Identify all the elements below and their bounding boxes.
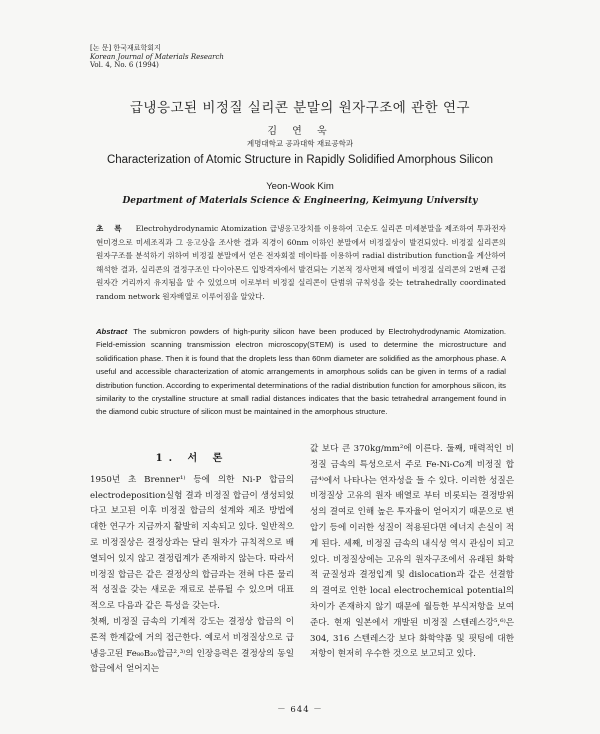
journal-name-ko: [논 문] 한국재료학회지 — [90, 44, 161, 52]
abstract-ko-text: Electrohydrodynamic Atomization 급냉응고장치를 이용하여 고순도 실리콘 미세분말을 제조하여 투과전자현미경으로 미세조직과 그 응고상을 조사한 결과 직경이 60nm 이하인 분말에서 비정질상이 발견되었다. 비정질 실리콘의 원자구조를 분석하기 위하여 비정질 분말에서 얻은 전자회절 데이타를 이용하여 radial distribution function을 계산하여 해석한 결과, 실리콘의 결정구조인 다이아몬드 입방격자에서 발견되는 기본적 정사면체 배열이 비정질 실리콘의 2번째 근접원자간 거리까지 유지됨을 알 수 있었으며 이로부터 비정질 실리콘이 단범위 규칙성을 갖는 tetrahedrally coordinated random network 원자배열로 이루어짐을 알았다. — [96, 224, 506, 301]
body-paragraph-1: 1950년 초 Brenner¹⁾ 등에 의한 Ni-P 합금의 electrodeposition실험 결과 비정질 합금이 생성되었다고 보고된 이후 비정질 합금의 설계와 제조 방법에 대한 연구가 지금까지 활발히 지속되고 있다. 일반적으로 비정질상은 결정상과는 달리 원자가 규칙적으로 배열되어 있지 않고 결정립계가 존재하지 않는다. 따라서 비정질 합금은 같은 결정상의 합금과는 전혀 다른 물리적 성질을 갖는 새로운 재료로 분류될 수 있으며 대표적으로 다음과 같은 특성을 갖는다. — [90, 474, 294, 612]
paper-title-ko: 급냉응고된 비정질 실리콘 분말의 원자구조에 관한 연구 — [129, 100, 471, 116]
body-column-left — [90, 447, 294, 678]
abstract-ko — [96, 222, 506, 304]
body-column-right — [310, 442, 514, 663]
abstract-en-text: The submicron powders of high-purity silicon have been produced by Electrohydrodynamic Atomization. Field-emission scanning transmission electron microscopy(STEM) is used to determine the microstructure and solidification phase. Then it is found that the droplets less than 60nm diameter are solidified as the amorphous phase. A useful and accessible characterization of atomic arrangements in amorphous solids can be given in terms of a radial distribution function. According to experimental determinations of the radial distribution function for amorphous silicon, its similarity to the crystalline structure at small radial distances indicates that the basic tetrahedral arrangement found in the diamond cubic structure of silicon must be maintained in the amorphous structure. — [96, 327, 506, 417]
body-paragraph-3: 값 보다 큰 370kg/mm²에 이른다. 둘째, 매력적인 비정질 금속의 특성으로서 주로 Fe-Ni-Co계 비정질 합금⁴⁾에서 나타나는 연자성을 들 수 있다. 이러한 성질은 비정질상 고유의 원자 배열로 부터 비롯되는 결정방위성의 결여로 인해 높은 투자율이 얻어지기 때문으로 변압기 등에 이러한 성질이 적용된다면 에너지 손실이 적게 된다. 세째, 비정질 금속의 내식성 역시 관심이 되고 있다. 비정질상에는 고유의 원자구조에서 유래된 화학적 균질성과 결정입계 및 dislocation과 같은 선결함의 결여로 인한 local electrochemical potential의 차이가 존재하지 않기 때문에 월등한 부식저항을 보여 준다. 현재 일본에서 개발된 비정질 스텐레스강⁵,⁶⁾은 304, 316 스텐레스강 보다 화학약품 및 핏팅에 대한 저항이 현저히 우수한 것으로 보고되고 있다. — [310, 444, 514, 660]
author-name-ko: 김 연 욱 — [267, 126, 333, 137]
affiliation-ko: 계명대학교 공과대학 재료공학과 — [246, 139, 354, 148]
abstract-ko-heading: 초 록 — [96, 224, 126, 233]
journal-header — [90, 44, 224, 70]
journal-name-en: Korean Journal of Materials Research — [90, 52, 224, 61]
page-number: － 644 － — [277, 705, 323, 715]
section-heading: 1. 서 론 — [155, 453, 229, 464]
abstract-en-heading: Abstract — [96, 327, 128, 336]
author-name-en: Yeon-Wook Kim — [266, 181, 334, 192]
journal-volume: Vol. 4, No. 6 (1994) — [90, 61, 159, 69]
abstract-en — [96, 325, 506, 419]
paper-title-en: Characterization of Atomic Structure in Rapidly Solidified Amorphous Silicon — [106, 154, 494, 166]
affiliation-en: Department of Materials Science & Engineering, Keimyung University — [122, 196, 478, 206]
body-paragraph-2: 첫째, 비정질 금속의 기계적 강도는 결정상 합금의 이론적 한계값에 거의 접근한다. 예로서 비정질상으로 급냉응고된 Fe₈₀B₂₀합금²,³⁾의 인장응력은 결정상의 동일 합금에서 얻어지는 — [90, 616, 294, 675]
